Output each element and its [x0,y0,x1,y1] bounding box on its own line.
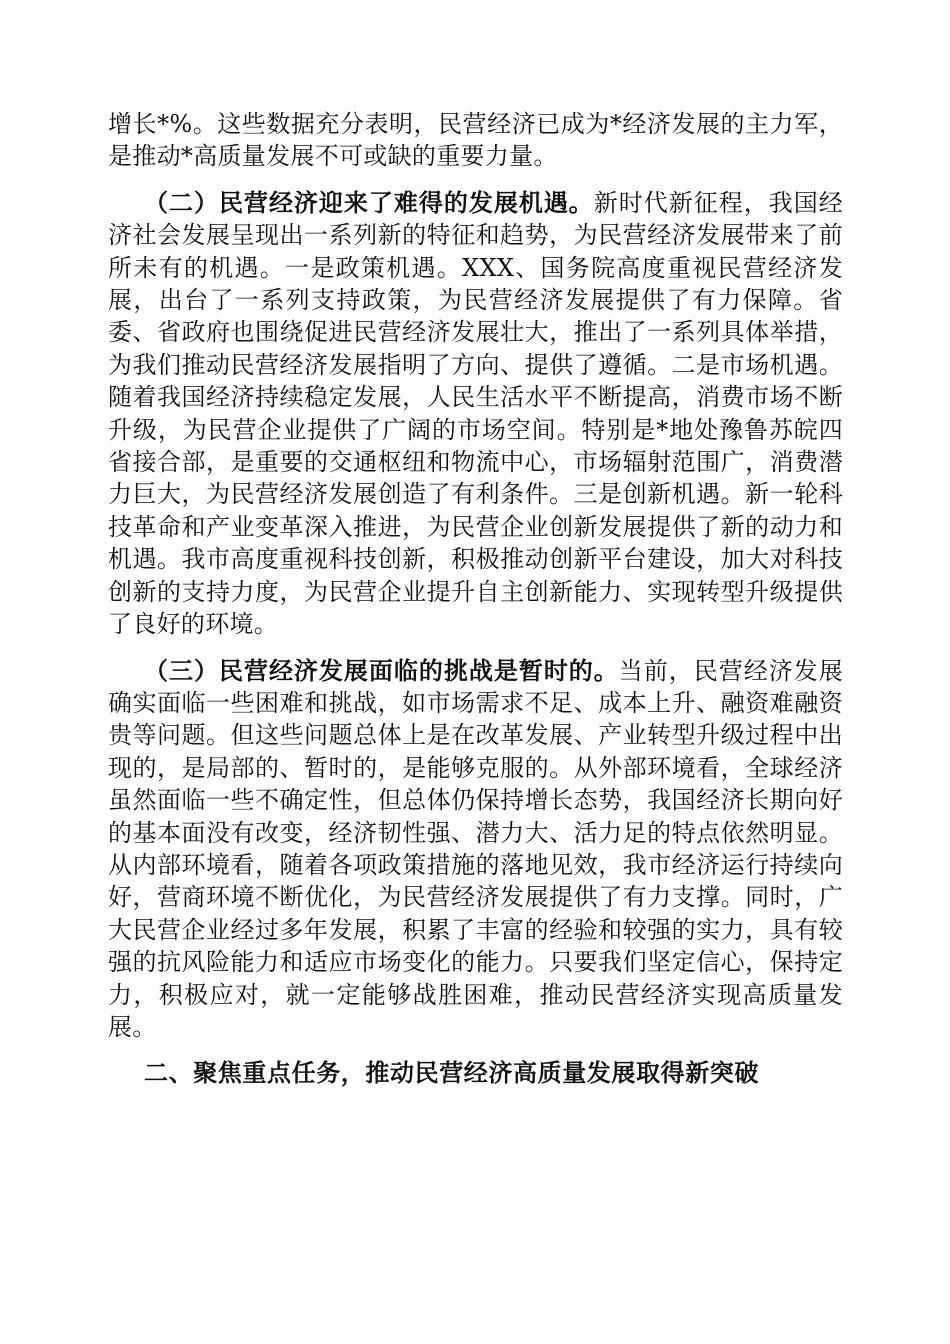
section-heading: 二、聚焦重点任务，推动民营经济高质量发展取得新突破 [144,1058,759,1088]
paragraph-text: 当前，民营经济发展确实面临一些困难和挑战，如市场需求不足、成本上升、融资难融资贵等问题。但这些问题总体上是在改革发展、产业转型升级过程中出现的，是局部的、暂时的，是能够克服的。从外部环境看，全球经济虽然面临一些不确定性，但总体仍保持增长态势，我国经济长期向好的基本面没有改变，经济韧性强、潜力大、活力足的特点依然明显。从内部环境看，随着各项政策措施的落地见效，我市经济运行持续向好，营商环境不断优化，为民营经济发展提供了有力支撑。同时，广大民营企业经过多年发展，积累了丰富的经验和较强的实力，具有较强的抗风险能力和适应市场变化的能力。只要我们坚定信心，保持定力，积极应对，就一定能够战胜困难，推动民营经济实现高质量发展。 [108,656,844,1041]
paragraph-opportunities [108,187,843,641]
paragraph-lead-heading: （三）民营经济发展面临的挑战是暂时的。 [144,655,619,685]
document-page [108,108,843,1090]
paragraph-text: 增长*%。这些数据充分表明，民营经济已成为*经济发展的主力军，是推动*高质量发展不可或缺的重要力量。 [108,110,843,171]
paragraph-text: 新时代新征程，我国经济社会发展呈现出一系列新的特征和趋势，为民营经济发展带来了前所未有的机遇。一是政策机遇。XXX、国务院高度重视民营经济发展，出台了一系列支持政策，为民营经济发展提供了有力保障。省委、省政府也围绕促进民营经济发展壮大，推出了一系列具体举措，为我们推动民营经济发展指明了方向、提供了遵循。二是市场机遇。随着我国经济持续稳定发展，人民生活水平不断提高，消费市场不断升级，为民营企业提供了广阔的市场空间。特别是*地处豫鲁苏皖四省接合部，是重要的交通枢纽和物流中心，市场辐射范围广，消费潜力巨大，为民营经济发展创造了有利条件。三是创新机遇。新一轮科技革命和产业变革深入推进，为民营企业创新发展提供了新的动力和机遇。我市高度重视科技创新，积极推动创新平台建设，加大对科技创新的支持力度，为民营企业提升自主创新能力、实现转型升级提供了良好的环境。 [108,188,843,639]
paragraph-continuation [108,108,843,173]
paragraph-lead-heading: （二）民营经济迎来了难得的发展机遇。 [144,187,594,217]
paragraph-challenges [108,655,843,1044]
